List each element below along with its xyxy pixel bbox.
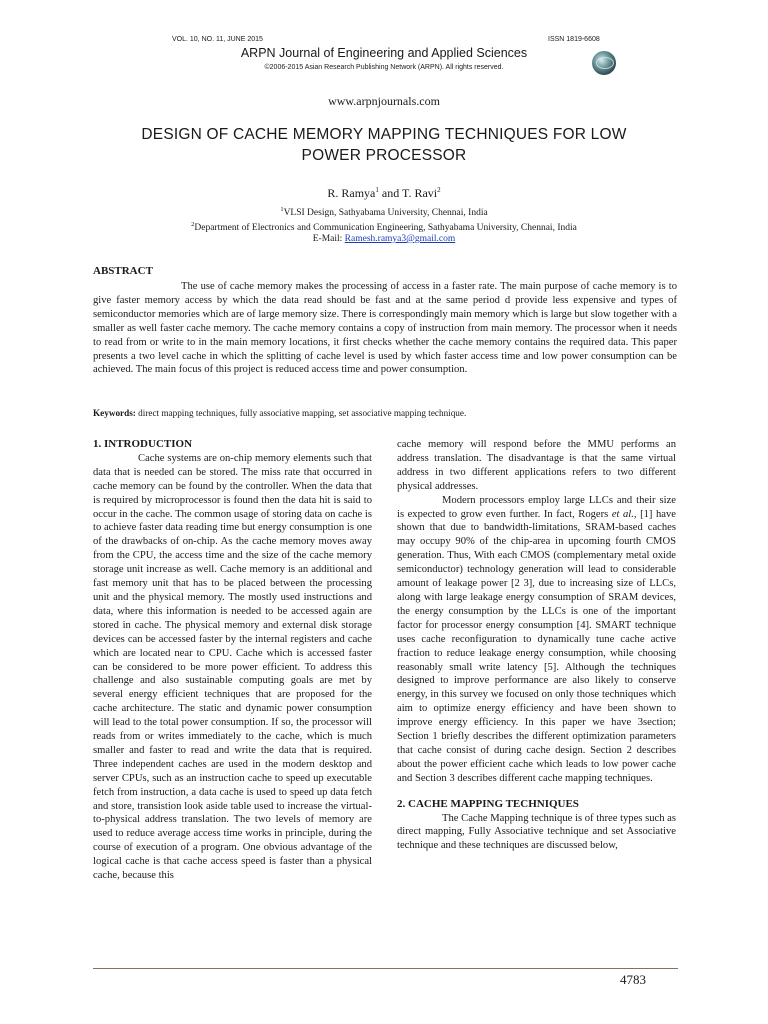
author-2: T. Ravi: [402, 186, 438, 200]
left-column: [93, 438, 372, 883]
author-conjunction: and: [378, 186, 402, 200]
email-link[interactable]: Ramesh.ramya3@gmail.com: [344, 234, 456, 244]
abstract-body: The use of cache memory makes the processing of access in a faster rate. The main purpose of cache memory is to give faster memory access by which the data read should be fast and at the same period d provide less expensive and types of semiconductor memories which are of large memory size. There is correspondingly main memory which is large but slow together with a smaller as well faster cache memory. The cache memory contains a copy of instruction from main memory. The processor when it needs to read from or write to in the main memory locations, it first checks whether the cache memory contains the required data. This paper presents a two level cache in which the splitting of cache level is used by which faster access time and low power consumption can be achieved. The main focus of this project is reduced access time and power consumption.: [93, 281, 677, 376]
affiliation-2-text: Department of Electronics and Communication Engineering, Sathyabama University, Chennai, India: [194, 223, 577, 234]
affiliation-2: [0, 221, 768, 233]
para2-text-a: Modern processors employ large LLCs and their size is expected to grow even further. In fact, Rogers: [397, 494, 676, 520]
email-line: [0, 234, 768, 244]
journal-url[interactable]: www.arpnjournals.com: [328, 94, 440, 108]
volume-info: VOL. 10, NO. 11, JUNE 2015: [172, 36, 263, 43]
section-1-paragraph-1-continued: cache memory will respond before the MMU performs an address translation. The disadvantage is that the same virtual address in two different applications refers to two different physical addresses.: [397, 439, 676, 492]
abstract-heading: ABSTRACT: [93, 265, 153, 277]
title-line-2: POWER PROCESSOR: [301, 147, 467, 164]
paper-title: [60, 124, 708, 166]
title-line-1: DESIGN OF CACHE MEMORY MAPPING TECHNIQUES FOR LOW: [141, 126, 627, 143]
keywords-text: direct mapping techniques, fully associative mapping, set associative mapping technique.: [135, 408, 467, 418]
author-1: R. Ramya: [327, 186, 376, 200]
keywords-line: [93, 408, 466, 418]
para2-text-b: , [1] have shown that due to bandwidth-limitations, SRAM-based caches may occupy 90% of the chip-area in upcoming fourth CMOS generation. Thus, With each CMOS (complementary metal oxide semiconductor) technology generation will lead to considerable amount of leakage power [2 3], due to increasing size of LLCs, along with large leakage energy consumption of SRAM devices, the energy consumption by the LLCs is one of the important factor for processor energy consumption [4]. SMART technique uses cache reconfiguration to dynamically tune cache active fraction to reduce leakage energy consumption, while choosing reasonably small write latency [5]. Although the techniques designed to improve performance are also likely to conserve energy, in this survey we focused on only those techniques which aim to optimize energy efficiency and have been shown to improve energy efficiency. In this paper we have 3section; Section 1 briefly describes the different optimization parameters that cache consist of during cache design. Section 2 describes about the power efficient cache which leads to low power cache and Section 3 describes different cache mapping techniques.: [397, 508, 676, 784]
affiliation-1-text: VLSI Design, Sathyabama University, Chennai, India: [283, 208, 488, 219]
section-1-paragraph-1: Cache systems are on-chip memory elements such that data that is needed can be stored. The miss rate that occurred in cache memory can be found by the controller. When the data that is required by microprocessor is found then the data hit is said to occur in the cache. The common usage of storing data on cache is to achieve faster data reading time but energy consumption is one of the drawbacks of on-chip. As the cache memory moves away from the CPU, the access time and the size of the cache memory storage unit increase as well. Cache memory is an additional and fast memory unit that has to be placed between the processing unit and the physical memory. The mostly used instructions and data, where this information is needed to be accessed again are stored in cache. The physical memory and external disk storage devices can be accessed faster by the internal registers and cache which are located near to CPU. Cache which is accessed faster can be considered to be more power efficient. To address this challenge and also sustainable computing goals are met by several energy efficient techniques that are proposed for the cache architecture. The static and dynamic power consumption will lead to the total power consumption. If so, the processor will reads from or writes immediately to the cache, which is much smaller and faster to read and write the data that is required. Three independent caches are used in the modern desktop and server CPUs, such as an instruction cache to speed up executable fetch from instruction, a data cache is used to speed up data fetch and store, transistion look aside table used to increase the virtual-to-physical address translation. The two levels of memory are used to reduce average access time works in principle, during the course of execution of a program. One obvious advantage of the logical cache is that cache access speed is faster than a physical cache, because this: [93, 452, 372, 882]
para2-etal: et al.: [611, 508, 634, 520]
section-1-paragraph-2: [397, 494, 676, 786]
affiliation-1: [0, 206, 768, 218]
email-label: E-Mail:: [312, 234, 345, 244]
page-number: 4783: [620, 972, 646, 987]
affiliation-1-sup: 1: [280, 206, 284, 213]
affiliation-2-sup: 2: [191, 221, 195, 228]
section-2-heading: 2. CACHE MAPPING TECHNIQUES: [397, 797, 579, 810]
author-2-sup: 2: [437, 186, 441, 194]
arpn-globe-logo-icon: [592, 51, 616, 75]
section-2-paragraph-1: The Cache Mapping technique is of three types such as direct mapping, Fully Associative technique and set Associative technique and these techniques are discussed below,: [397, 812, 676, 852]
copyright-notice: ©2006-2015 Asian Research Publishing Network (ARPN). All rights reserved.: [264, 64, 504, 71]
keywords-label: Keywords:: [93, 408, 136, 418]
right-column: [397, 438, 676, 853]
issn: ISSN 1819-6608: [548, 36, 600, 43]
footer-rule: [93, 968, 678, 969]
section-1-heading: 1. INTRODUCTION: [93, 438, 193, 450]
journal-name: ARPN Journal of Engineering and Applied Sciences: [240, 46, 528, 60]
author-list: [0, 186, 768, 201]
author-1-sup: 1: [375, 186, 379, 194]
